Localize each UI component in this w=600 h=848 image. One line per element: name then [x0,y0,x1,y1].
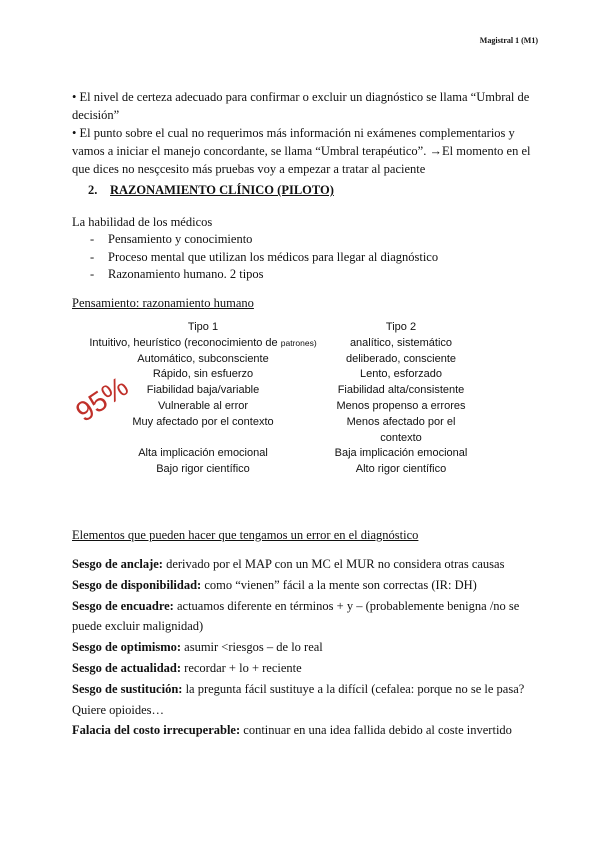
handwritten-mark: 95% [70,370,134,428]
type2-item: Menos afectado por el [346,415,456,428]
type1-item: Bajo rigor científico [156,463,250,476]
type2-item: Menos propenso a errores [336,399,466,412]
ability-list [90,232,438,285]
bias-text: recordar + lo + reciente [181,660,302,675]
bias-list [72,554,532,741]
bias-item [72,637,532,658]
type2-item: analítico, sistemático [349,336,453,349]
bias-name: Sesgo de sustitución: [72,681,183,696]
type2-header: Tipo 2 [385,321,417,333]
page-header: Magistral 1 (M1) [479,36,538,45]
bias-name: Sesgo de encuadre: [72,598,174,613]
type1-spacer [80,431,326,447]
type2-item: Lento, esforzado [360,368,442,381]
bias-text: como “vienen” fácil a la mente son correctas (IR: DH) [201,577,477,592]
errors-title: Elementos que pueden hacer que tengamos un error en el diagnóstico [72,528,419,542]
type1-item: Muy afectado por el contexto [132,415,274,428]
ability-intro: La habilidad de los médicos [72,215,213,229]
type2-item: Fiabilidad alta/consistente [337,384,465,397]
section-number: 2. [88,183,98,197]
type2-item: contexto [380,431,422,444]
type1-item: Alta implicación emocional [138,447,268,460]
bias-text: asumir <riesgos – de lo real [181,640,323,655]
bias-item [72,679,532,721]
type1-item [80,336,326,352]
type1-item: Automático, subconsciente [137,352,269,365]
bias-name: Sesgo de optimismo: [72,640,182,655]
bias-name: Sesgo de disponibilidad: [72,577,202,592]
bias-item [72,575,532,596]
type1-first: Intuitivo, heurístico (reconocimiento de [89,336,278,349]
type1-item: Fiabilidad baja/variable [146,384,260,397]
list-item: - Proceso mental que utilizan los médicos para llegar al diagnóstico [90,250,438,268]
bias-item [72,658,532,679]
type2-item: deliberado, consciente [345,352,457,365]
bias-name: Sesgo de anclaje: [72,557,163,571]
bias-name: Falacia del costo irrecuperable: [72,723,241,738]
bias-item [72,720,532,741]
bias-item [72,554,532,575]
intro-bullet-1: • El nivel de certeza adecuado para confirmar o excluir un diagnóstico se llama “Umbral de decisión” [72,90,530,122]
type1-item: Vulnerable al error [157,399,249,412]
list-item: - Pensamiento y conocimiento [90,232,438,250]
type2-item: Baja implicación emocional [334,447,468,460]
section-title: RAZONAMIENTO CLÍNICO (PILOTO) [110,183,334,197]
thinking-title: Pensamiento: razonamiento humano [72,296,254,310]
bias-text: actuamos diferente en términos + y – (probablemente benigna /no se puede excluir malignidad) [72,598,520,634]
type2-column [326,320,476,478]
bias-text: la pregunta fácil sustituye a la difícil (cefalea: porque no se le pasa? Quiere opioides… [72,681,525,717]
bias-text: derivado por el MAP con un MC el MUR no considera otras causas [162,557,505,571]
type1-header: Tipo 1 [187,321,219,333]
bias-text: continuar en una idea fallida debido al coste invertido [240,723,512,738]
type2-item: Alto rigor científico [355,463,447,476]
type1-item: Rápido, sin esfuerzo [152,368,254,381]
list-item: - Razonamiento humano. 2 tipos [90,267,438,285]
section-heading [88,183,334,198]
bias-name: Sesgo de actualidad: [72,660,182,675]
bias-item [72,596,532,638]
type1-first-small: patrones) [280,337,317,348]
intro-bullet-2: • El punto sobre el cual no requerimos más información ni exámenes complementarios y vamos a iniciar el manejo concordante, se llama “Umbral terapéutico”. →El momento en el que dices no nesçcesito más pruebas voy a empezar a tratar al paciente [72,126,531,176]
